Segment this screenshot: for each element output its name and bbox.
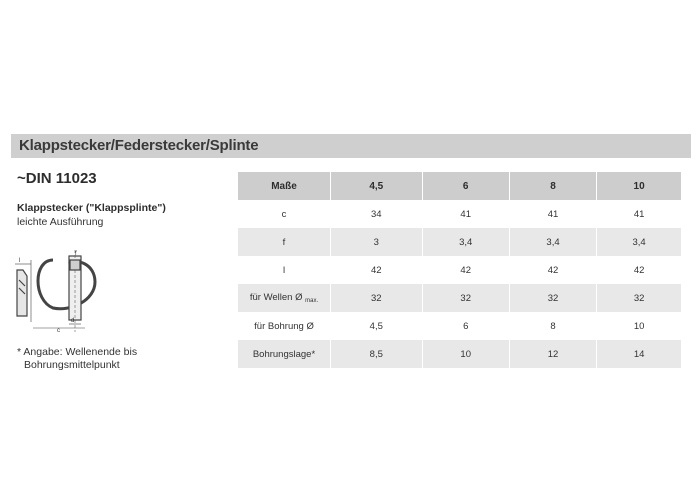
table-cell: 32	[509, 284, 596, 312]
standard-label: ~DIN 11023	[17, 170, 97, 187]
row-label-text: für Wellen Ø	[249, 292, 303, 303]
table-cell: 42	[331, 256, 423, 284]
table-row	[238, 340, 682, 368]
table-cell: 41	[422, 200, 509, 228]
row-label	[238, 284, 331, 312]
dim-label-d: d	[71, 318, 75, 324]
header-col: 4,5	[331, 172, 423, 200]
row-label: f	[238, 228, 331, 256]
table-cell: 3,4	[509, 228, 596, 256]
footnote-line-2: Bohrungsmittelpunkt	[24, 359, 120, 371]
table-cell: 6	[422, 312, 509, 340]
table-row	[238, 200, 682, 228]
table-cell: 3,4	[422, 228, 509, 256]
table-row	[238, 312, 682, 340]
header-col: 6	[422, 172, 509, 200]
table-cell: 8	[509, 312, 596, 340]
table-cell: 42	[509, 256, 596, 284]
row-label: c	[238, 200, 331, 228]
header-col: 10	[597, 172, 681, 200]
table-cell: 10	[422, 340, 509, 368]
dim-label-c: c	[57, 328, 60, 332]
footnote	[17, 346, 137, 372]
table-cell: 14	[597, 340, 681, 368]
table-cell: 10	[597, 312, 681, 340]
table-cell: 3,4	[597, 228, 681, 256]
table-cell: 34	[331, 200, 423, 228]
dim-label-f: f	[75, 251, 77, 257]
table-cell: 42	[422, 256, 509, 284]
dimension-table	[237, 172, 681, 368]
product-name: Klappstecker ("Klappsplinte")	[17, 202, 166, 214]
row-label: l	[238, 256, 331, 284]
footnote-line-1: * Angabe: Wellenende bis	[17, 346, 138, 358]
table-cell: 8,5	[331, 340, 423, 368]
header-col: 8	[509, 172, 596, 200]
table-cell: 4,5	[331, 312, 423, 340]
table-row	[238, 284, 682, 312]
table-cell: 12	[509, 340, 596, 368]
row-label-subscript: max.	[305, 298, 319, 304]
table-cell: 32	[422, 284, 509, 312]
table-cell: 42	[597, 256, 681, 284]
table-row	[238, 228, 682, 256]
table-cell: 32	[331, 284, 423, 312]
table-header-row	[238, 172, 682, 200]
section-title-bar	[11, 134, 691, 158]
dim-label-l: l	[19, 258, 21, 264]
product-variant: leichte Ausführung	[17, 216, 104, 228]
table-cell: 32	[597, 284, 681, 312]
table-row	[238, 256, 682, 284]
row-label: für Bohrung Ø	[238, 312, 331, 340]
table-cell: 41	[597, 200, 681, 228]
linch-pin-drawing	[13, 250, 113, 332]
section-title: Klappstecker/Federstecker/Splinte	[19, 137, 259, 154]
table-cell: 41	[509, 200, 596, 228]
header-label: Maße	[238, 172, 331, 200]
row-label: Bohrungslage*	[238, 340, 331, 368]
table-cell: 3	[331, 228, 423, 256]
